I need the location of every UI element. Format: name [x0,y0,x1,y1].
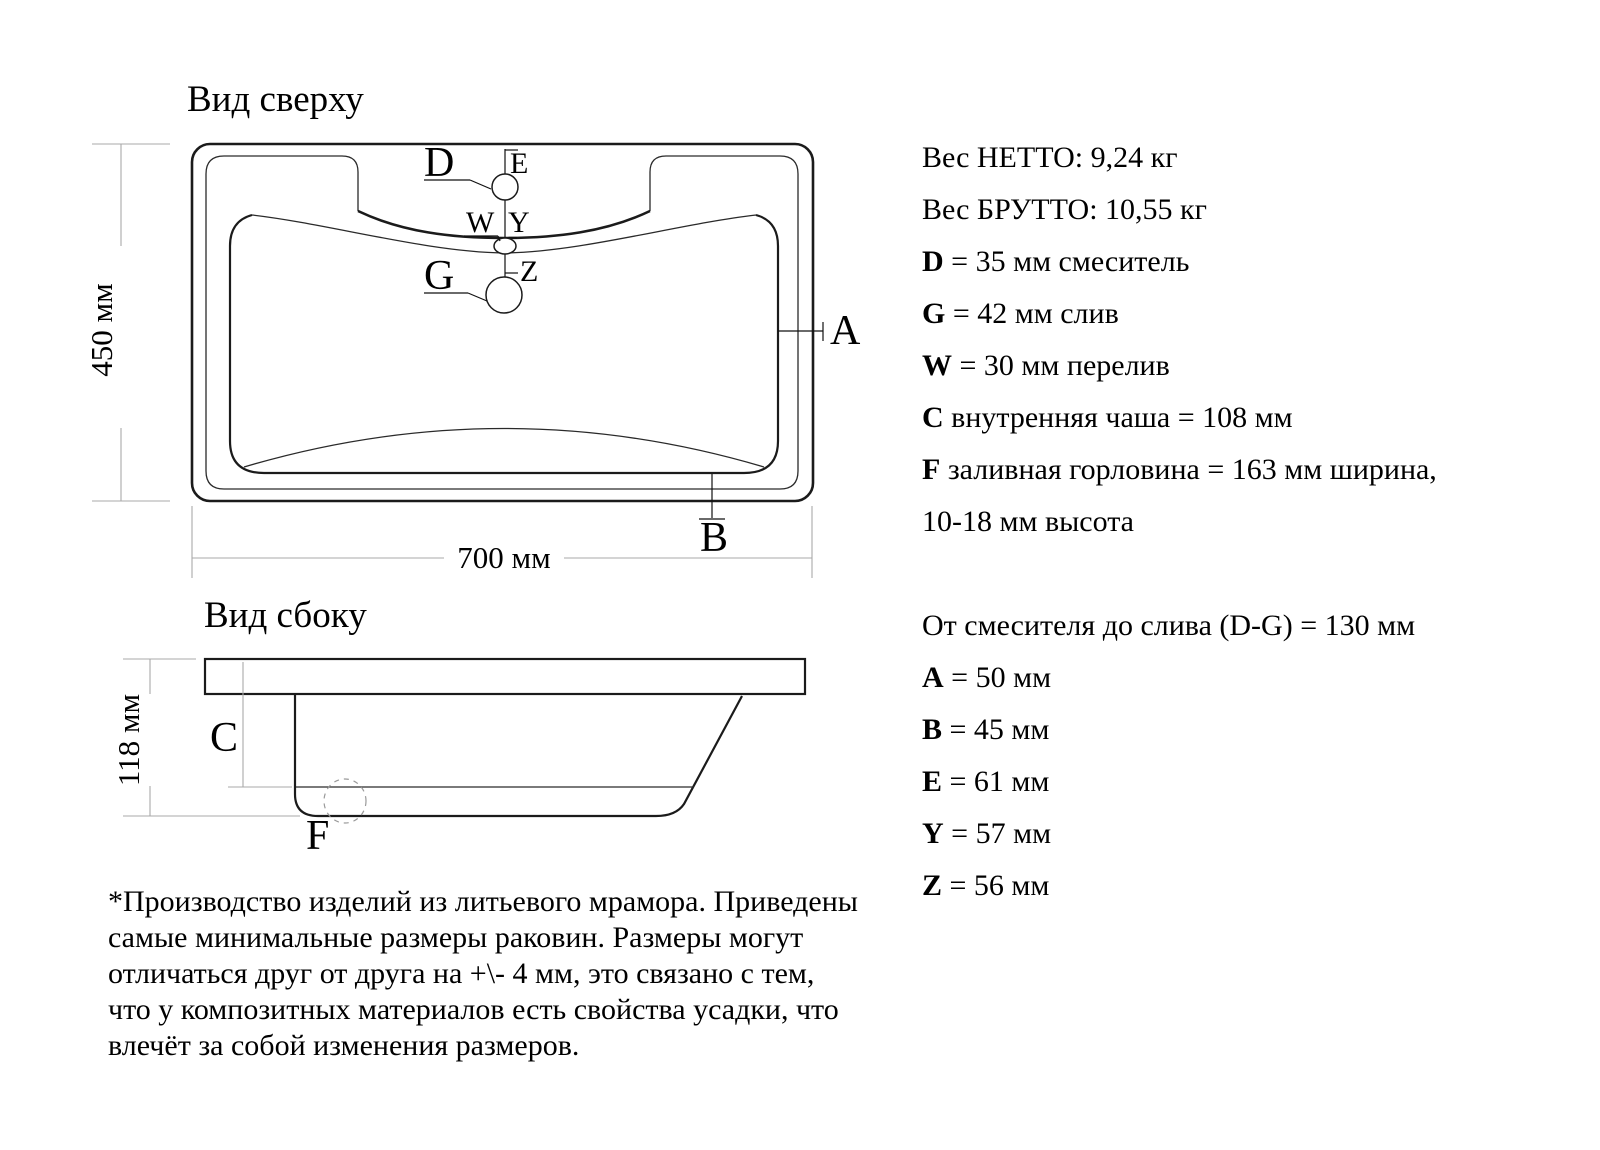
label-A: A [830,308,861,354]
spec-faucet-to-drain: От смесителя до слива (D-G) = 130 мм [922,609,1416,642]
label-B: B [700,515,729,561]
spec-W-overflow: W = 30 мм перелив [922,349,1170,382]
spec-F-filling-neck-height: 10-18 мм высота [922,505,1134,538]
spec-Z: Z = 56 мм [922,869,1050,902]
spec-F-filling-neck: F заливная горловина = 163 мм ширина, [922,453,1437,486]
side-view-rim [205,659,805,694]
side-view-title: Вид сбоку [204,595,367,636]
footnote-line: что у композитных материалов есть свойства усадки, что [108,993,839,1026]
specs-secondary-list [922,600,1572,912]
dimension-450mm [84,144,170,501]
marker-F [306,779,366,859]
spec-net-weight: Вес НЕТТО: 9,24 кг [922,141,1178,174]
drain-hole-G [486,277,522,313]
spec-B: B = 45 мм [922,713,1050,746]
label-W: W [466,206,495,239]
spec-G-drain: G = 42 мм слив [922,297,1119,330]
dimension-height-label: 118 мм [111,693,146,787]
label-F: F [306,813,330,859]
label-E: E [510,147,529,180]
footnote-line: самые минимальные размеры раковин. Размеры могут [108,921,804,954]
top-view-deck-contour [206,156,798,489]
specs-primary-list [922,132,1572,548]
label-Y: Y [508,206,530,239]
spec-gross-weight: Вес БРУТТО: 10,55 кг [922,193,1207,226]
label-G: G [424,253,455,299]
dimension-C [210,662,292,787]
spec-C-inner-bowl: C внутренняя чаша = 108 мм [922,401,1293,434]
dimension-width-label: 700 мм [457,540,551,575]
production-footnote [108,884,888,1064]
top-view-title: Вид сверху [187,79,364,120]
top-view-drawing [84,140,861,578]
label-D: D [424,140,455,186]
dimension-depth-label: 450 мм [84,283,119,377]
spec-Y: Y = 57 мм [922,817,1052,850]
footnote-line: *Производство изделий из литьевого мрамора. Приведены [108,885,858,918]
spec-E: E = 61 мм [922,765,1050,798]
overflow-hole-W [494,238,516,254]
top-view-deck-front-edge [358,211,650,238]
label-C: C [210,715,239,761]
footnote-line: отличаться друг от друга на +\- 4 мм, это связано с тем, [108,957,815,990]
footnote-line: влечёт за собой изменения размеров. [108,1029,580,1062]
side-view-basin-outline [295,695,742,816]
spec-A: A = 50 мм [922,661,1052,694]
side-view-drawing [111,659,805,859]
top-view-bowl-floor-arc [244,429,764,468]
spec-D-faucet: D = 35 мм смеситель [922,245,1190,278]
top-view-labels [424,140,861,561]
label-Z: Z [520,255,539,288]
